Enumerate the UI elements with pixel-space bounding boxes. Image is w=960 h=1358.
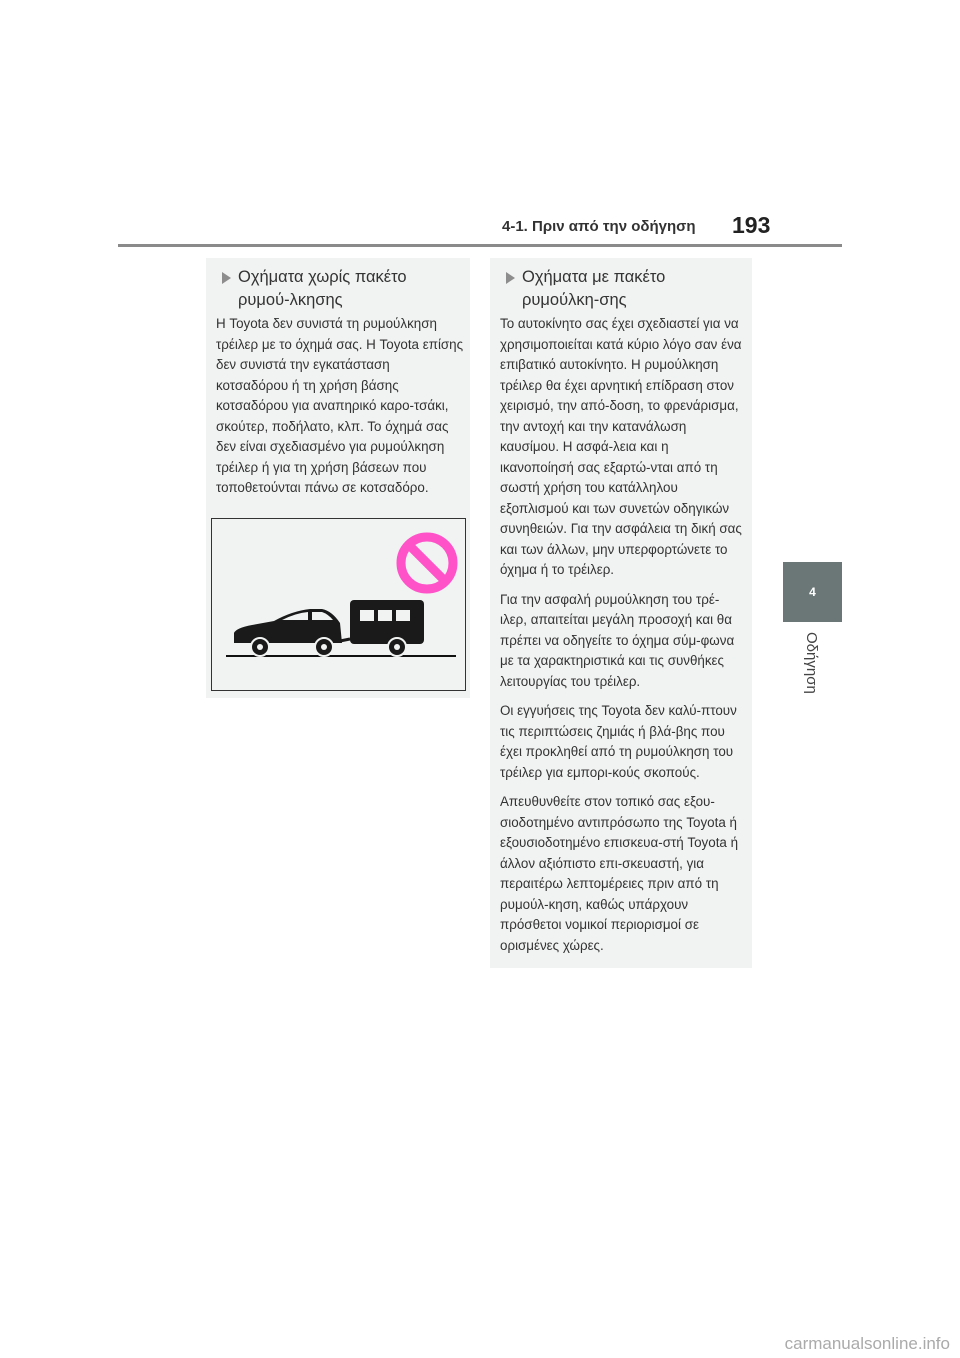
section-heading: 4-1. Πριν από την οδήγηση bbox=[502, 218, 696, 235]
panel-paragraph: Για την ασφαλή ρυμούλκηση του τρέ-ιλερ, απαιτείται μεγάλη προσοχή και θα πρέπει να οδηγείτε το όχημα σύμ-φωνα με τα χαρακτηριστικά και τις συνθήκες λειτουργίας του τρέιλερ. bbox=[500, 591, 735, 689]
page-number: 193 bbox=[732, 212, 771, 238]
panel-title-text: Οχήματα χωρίς πακέτο ρυμού-λκησης bbox=[238, 268, 407, 309]
trailer-icon bbox=[340, 600, 424, 656]
panel-paragraph: Οι εγγυήσεις της Toyota δεν καλύ-πτουν τις περιπτώσεις ζημιάς ή βλά-βης που έχει προκληθεί από τη ρυμούλκηση του τρέιλερ για εμπορι-κούς σκοπούς. bbox=[500, 703, 737, 780]
car-icon bbox=[234, 609, 342, 656]
panel-without-towing-package bbox=[206, 258, 470, 698]
panel-body bbox=[500, 314, 746, 965]
footer-watermark[interactable]: carmanualsonline.info bbox=[784, 1334, 950, 1353]
panel-paragraph: Το αυτοκίνητο σας έχει σχεδιαστεί για να χρησιμοποιείται κατά κύριο λόγο σαν ένα επιβατικό αυτοκίνητο. Η ρυμούλκηση τρέιλερ θα έχει αρνητική επίδραση στον χειρισμό, την από-δοση, το φρενάρισμα, την αντοχή και την κατανάλωση καυσίμου. Η ασφά-λεια και η ικανοποίησή σας εξαρτώ-νται από τη σωστή χρήση του κατάλληλου εξοπλισμού και των συνετών οδηγικών συνηθειών. Για την ασφάλεια τη δική σας και των άλλων, μην υπερφορτώνετε το όχημα ή το τρέιλερ. bbox=[500, 316, 742, 577]
header-divider bbox=[118, 244, 842, 247]
chapter-tab[interactable] bbox=[783, 562, 842, 622]
panel-body bbox=[216, 314, 464, 508]
panel-title bbox=[220, 266, 460, 312]
illustration-svg bbox=[212, 519, 465, 690]
panel-title-text: Οχήματα με πακέτο ρυμούλκη-σης bbox=[522, 268, 666, 309]
panel-with-towing-package bbox=[490, 258, 752, 968]
chapter-number: 4 bbox=[809, 585, 816, 599]
triangle-bullet-icon bbox=[222, 272, 231, 284]
towing-prohibited-illustration bbox=[211, 518, 466, 691]
panel-title bbox=[504, 266, 744, 312]
prohibition-icon bbox=[401, 537, 453, 589]
triangle-bullet-icon bbox=[506, 272, 515, 284]
panel-paragraph: Η Toyota δεν συνιστά τη ρυμούλκηση τρέιλερ με το όχημά σας. Η Toyota επίσης δεν συνιστά την εγκατάσταση κοτσαδόρου ή τη χρήση βάσης κοτσαδόρου για αναπηρικό καρο-τσάκι, σκούτερ, ποδήλατο, κλπ. Το όχημά σας δεν είναι σχεδιασμένο για ρυμούλκηση τρέιλερ ή για τη χρήση βάσεων που τοποθετούνται πάνω σε κοτσαδόρο. bbox=[216, 316, 464, 495]
panel-paragraph: Απευθυνθείτε στον τοπικό σας εξου-σιοδοτημένο αντιπρόσωπο της Toyota ή εξουσιοδοτημένο επισκευα-στή Toyota ή άλλον αξιόπιστο επι-σκευαστή, για περαιτέρω λεπτομέρειες πριν από τη ρυμούλ-κηση, καθώς υπάρχουν πρόσθετοι νομικοί περιορισμοί σε ορισμένες χώρες. bbox=[500, 794, 739, 953]
chapter-title: Οδήγηση bbox=[803, 632, 820, 694]
